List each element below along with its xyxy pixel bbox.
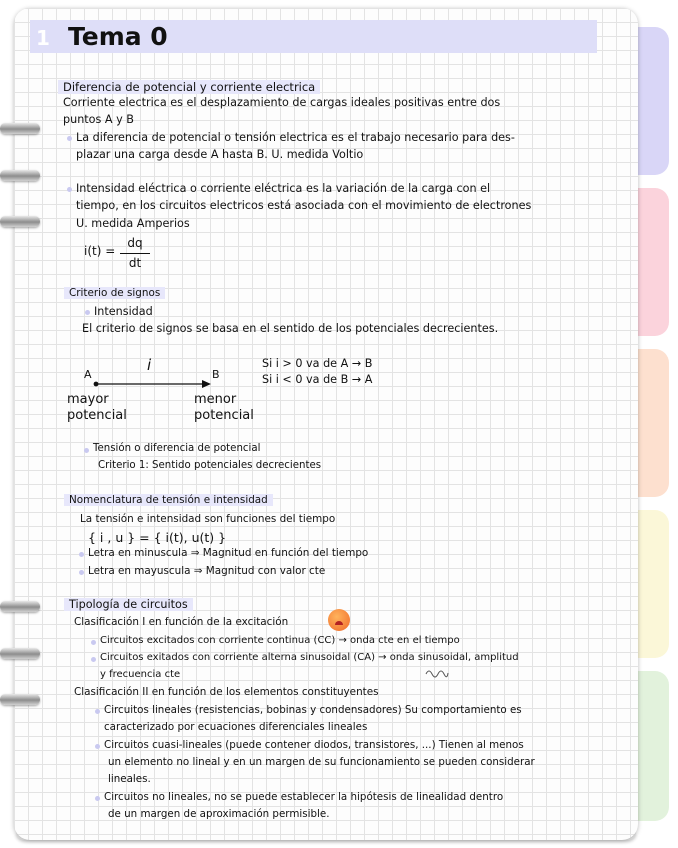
sine-wave-icon bbox=[425, 668, 449, 678]
paragraph-line: un elemento no lineal y en un margen de su funcionamiento se pueden considerar bbox=[108, 756, 535, 768]
section-heading-nomenclature: Nomenclatura de tensión e intensidad bbox=[64, 494, 273, 506]
point-a-label: A bbox=[84, 368, 92, 381]
section-heading-potential: Diferencia de potencial y corriente electrica bbox=[58, 80, 320, 94]
paragraph-line: y frecuencia cte bbox=[100, 669, 181, 680]
label-mayor: mayor bbox=[67, 392, 109, 407]
paragraph-line: El criterio de signos se basa en el sentido de los potenciales decrecientes. bbox=[82, 322, 499, 335]
sign-rule-negative: Si i < 0 va de B → A bbox=[262, 373, 373, 386]
bullet-nonlinear-circuits: Circuitos no lineales, no se puede establecer la hipótesis de linealidad dentro bbox=[104, 791, 504, 803]
label-potencial-b: potencial bbox=[194, 408, 254, 423]
bullet-quasi-linear-circuits: Circuitos cuasi-lineales (puede contener diodos, transistores, ...) Tienen al menos bbox=[104, 739, 524, 751]
binder-ring-icon bbox=[0, 694, 40, 705]
paragraph-line: La tensión e intensidad son funciones del tiempo bbox=[80, 513, 336, 525]
equation-denominator: dt bbox=[128, 256, 142, 270]
label-menor: menor bbox=[194, 392, 237, 407]
bullet-ca-circuits: Circuitos exitados con corriente alterna sinusoidal (CA) → onda sinusoidal, amplitud bbox=[100, 652, 519, 663]
flushed-face-emoji-icon bbox=[328, 609, 350, 631]
paragraph-line: caracterizado por ecuaciones diferenciales lineales bbox=[104, 721, 368, 733]
bullet-cc-circuits: Circuitos excitados con corriente continua (CC) → onda cte en el tiempo bbox=[100, 635, 460, 646]
point-a-dot bbox=[94, 382, 99, 387]
bullet-uppercase: Letra en mayuscula ⇒ Magnitud con valor cte bbox=[88, 565, 326, 577]
label-potencial-a: potencial bbox=[67, 408, 127, 423]
current-symbol-label: i bbox=[147, 356, 152, 374]
paragraph-line: puntos A y B bbox=[63, 113, 134, 126]
point-b-label: B bbox=[212, 368, 220, 381]
paragraph-line: lineales. bbox=[108, 773, 151, 785]
classification-2: Clasificación II en función de los elementos constituyentes bbox=[74, 686, 379, 698]
arrow-head bbox=[202, 380, 211, 388]
criterion-line: Criterio 1: Sentido potenciales decrecientes bbox=[98, 460, 322, 471]
paragraph-line: U. medida Amperios bbox=[76, 217, 190, 230]
paragraph-line: Corriente electrica es el desplazamiento de cargas ideales positivas entre dos bbox=[63, 96, 501, 109]
classification-1: Clasificación I en función de la excitación bbox=[74, 616, 289, 628]
paragraph-line: plazar una carga desde A hasta B. U. medida Voltio bbox=[76, 148, 364, 161]
bullet-lowercase: Letra en minuscula ⇒ Magnitud en función del tiempo bbox=[88, 547, 369, 559]
page-title: Tema 0 bbox=[68, 22, 168, 51]
paragraph-line: de un margen de aproximación permisible. bbox=[108, 808, 330, 820]
sign-rule-positive: Si i > 0 va de A → B bbox=[262, 357, 373, 370]
current-direction-diagram bbox=[90, 355, 230, 395]
binder-ring-icon bbox=[0, 601, 40, 612]
bullet-intensity: Intensidad bbox=[94, 305, 153, 318]
binder-ring-icon bbox=[0, 648, 40, 659]
equation-lhs: i(t) = bbox=[84, 244, 116, 258]
nomenclature-formula: { i , u } = { i(t), u(t) } bbox=[88, 530, 227, 545]
equation-numerator: dq bbox=[127, 236, 143, 250]
chapter-number: 1 bbox=[36, 26, 50, 50]
bullet-voltage-def: La diferencia de potencial o tensión electrica es el trabajo necesario para des- bbox=[76, 131, 515, 144]
paragraph-line: tiempo, en los circuitos electricos está asociada con el movimiento de electrones bbox=[76, 199, 532, 212]
bullet-current-def: Intensidad eléctrica o corriente eléctrica es la variación de la carga con el bbox=[76, 182, 491, 195]
bullet-voltage: Tensión o diferencia de potencial bbox=[93, 443, 261, 454]
binder-ring-icon bbox=[0, 123, 40, 134]
fraction-bar bbox=[120, 253, 150, 254]
section-heading-circuit-types: Tipología de circuitos bbox=[64, 598, 193, 611]
binder-ring-icon bbox=[0, 216, 40, 227]
section-heading-signs: Criterio de signos bbox=[64, 287, 165, 299]
bullet-linear-circuits: Circuitos lineales (resistencias, bobinas y condensadores) Su comportamiento es bbox=[104, 704, 522, 716]
binder-ring-icon bbox=[0, 170, 40, 181]
